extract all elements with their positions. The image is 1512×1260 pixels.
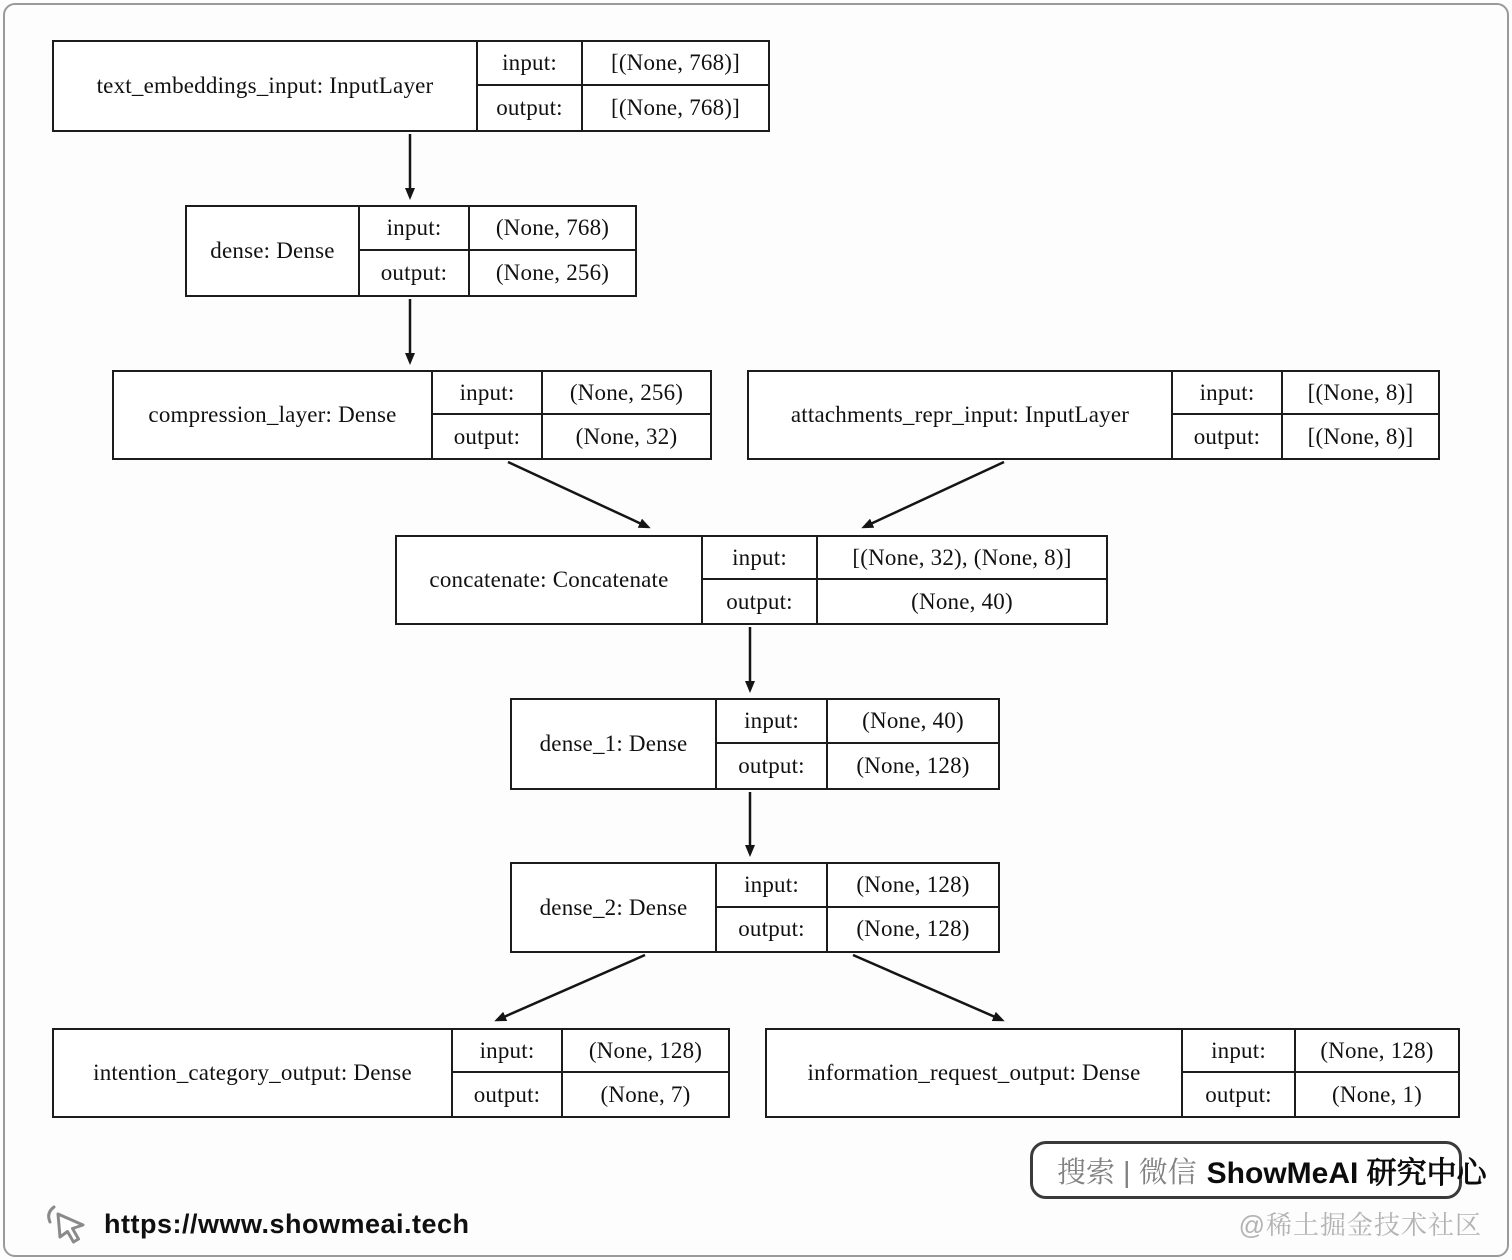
edge-compression-concatenate (508, 462, 648, 527)
layer-name: information_request_output: Dense (767, 1030, 1183, 1116)
layer-name: dense_1: Dense (512, 700, 717, 788)
input-label: input: (1183, 1030, 1296, 1073)
input-shape: (None, 256) (543, 372, 710, 415)
output-shape: (None, 7) (600, 1081, 691, 1107)
wechat-search-badge (1030, 1141, 1487, 1199)
output-shape: (None, 256) (495, 260, 610, 285)
edge-attachments-concatenate (864, 462, 1004, 527)
input-shape: (None, 768) (470, 207, 635, 251)
cursor-icon (42, 1200, 90, 1248)
edge-dense2-information (853, 955, 1002, 1020)
node-dense-1 (510, 698, 1000, 790)
output-label: output: (360, 251, 470, 295)
output-shape: (None, 1) (1332, 1081, 1422, 1107)
node-compression-layer (112, 370, 712, 460)
output-label: output: (478, 86, 583, 130)
output-label: output: (1173, 415, 1283, 458)
output-shape: [(None, 768)] (610, 95, 741, 120)
input-label: input: (703, 537, 818, 580)
node-information-request-output (765, 1028, 1460, 1118)
output-label: output: (717, 744, 828, 788)
input-label: input: (478, 42, 583, 86)
output-label: output: (717, 908, 828, 952)
layer-name: intention_category_output: Dense (54, 1030, 453, 1116)
input-label: input: (717, 700, 828, 744)
layer-name: dense: Dense (187, 207, 360, 295)
input-shape: [(None, 768)] (583, 42, 768, 86)
input-shape: (None, 128) (828, 864, 998, 908)
layer-name: attachments_repr_input: InputLayer (749, 372, 1173, 458)
layer-name: dense_2: Dense (512, 864, 717, 951)
site-link (42, 1196, 470, 1252)
input-label: input: (717, 864, 828, 908)
layer-name: concatenate: Concatenate (397, 537, 703, 623)
node-intention-category-output (52, 1028, 730, 1118)
community-attribution: @稀土掘金技术社区 (1238, 1210, 1482, 1240)
node-dense-2 (510, 862, 1000, 953)
input-shape: (None, 128) (563, 1030, 728, 1073)
output-shape: (None, 32) (575, 423, 678, 449)
layer-name: text_embeddings_input: InputLayer (54, 42, 478, 130)
node-concatenate (395, 535, 1108, 625)
input-label: input: (433, 372, 543, 415)
input-label: input: (360, 207, 470, 251)
site-url: https://www.showmeai.tech (104, 1208, 470, 1239)
input-shape: [(None, 8)] (1283, 372, 1438, 415)
output-label: output: (433, 415, 543, 458)
node-attachments-repr-input (747, 370, 1440, 460)
input-label: input: (1173, 372, 1283, 415)
output-shape: (None, 128) (856, 753, 970, 778)
output-label: output: (703, 580, 818, 623)
input-shape: (None, 128) (1296, 1030, 1458, 1073)
brand-name: ShowMeAI 研究中心 (1206, 1157, 1487, 1190)
edge-dense2-intention (497, 955, 645, 1020)
input-shape: (None, 40) (828, 700, 998, 744)
layer-name: compression_layer: Dense (114, 372, 433, 458)
output-shape: (None, 128) (856, 916, 970, 942)
output-shape: (None, 40) (911, 588, 1013, 614)
output-shape: [(None, 8)] (1307, 423, 1414, 449)
output-label: output: (453, 1073, 563, 1116)
search-wechat-label: 搜索 | 微信 (1057, 1156, 1197, 1189)
input-shape: [(None, 32), (None, 8)] (818, 537, 1106, 580)
node-text-embeddings-input (52, 40, 770, 132)
output-label: output: (1183, 1073, 1296, 1116)
input-label: input: (453, 1030, 563, 1073)
node-dense (185, 205, 637, 297)
